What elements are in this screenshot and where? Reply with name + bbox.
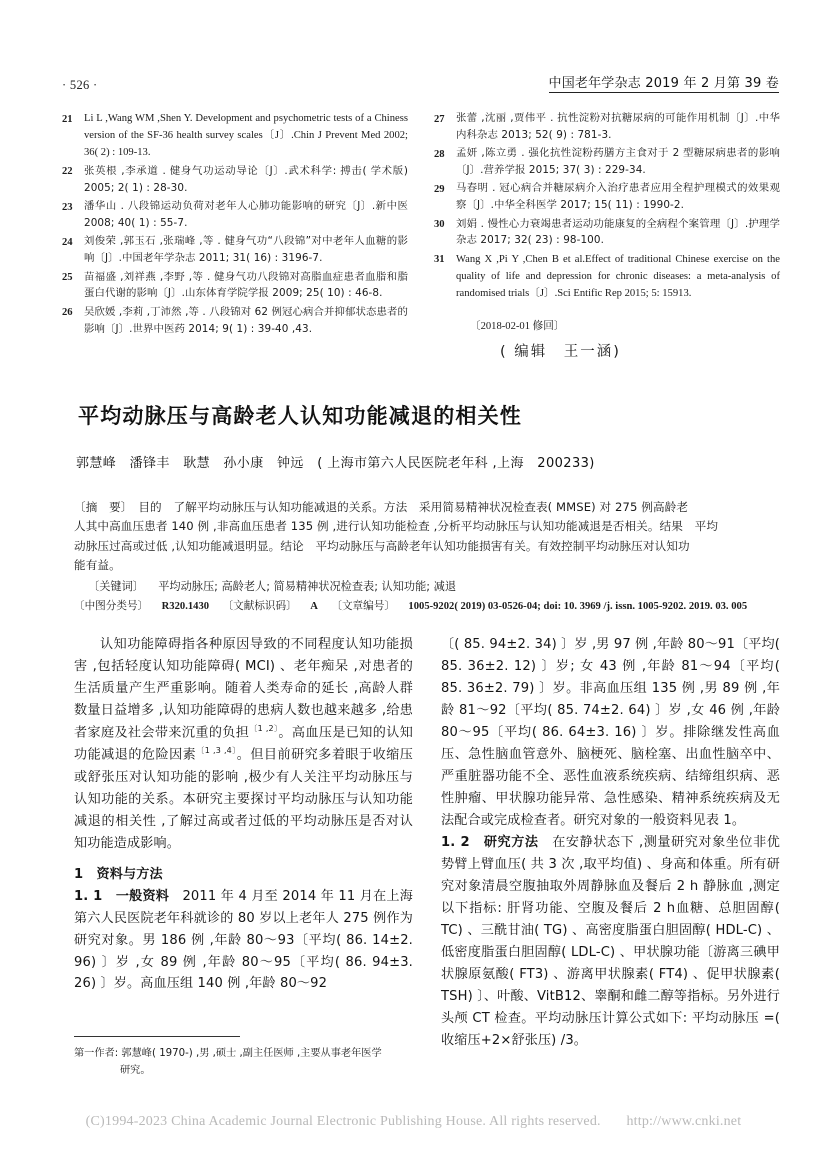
reference-item (434, 216, 780, 250)
reference-item (434, 145, 780, 179)
abstract-line: 能有益。 (74, 557, 121, 572)
reference-number: 21 (62, 113, 73, 125)
reference-item (434, 180, 780, 214)
body-column-left (74, 634, 413, 1052)
abstract-line: 动脉压过高或过低 ,认知功能减退明显。结论 平均动脉压与高龄老年认知功能损害有关。有效控制平均动脉压对认知功 (74, 538, 690, 553)
general-data-continued: 〔( 85. 94±2. 34) 〕岁 ,男 97 例 ,年龄 80～91〔平均( 85. 36±2. 12) 〕岁; 女 43 例 ,年龄 81～94〔平均( 85. 36±2. 79) 〕岁。非高血压组 135 例 ,男 89 例 ,年龄 81～92〔平均( 85. 74±2. 64) 〕岁 ,女 46 例 ,年龄 80～95〔平均( 86. 64±3. 16) 〕岁。排除继发性高血压、急性脑血管意外、脑梗死、脑栓塞、出血性脑卒中、严重脏器功能不全、恶性血液系统疾病、结缔组织病、恶性肿瘤、甲状腺功能异常、急性感染、精神系统疾病及无法配合或完成检查者。研究对象的一般资料见表 1。 (441, 637, 780, 828)
citation-ref-1: 〔1 ,2〕 (249, 723, 279, 733)
intro-text-b: 。高血压是已知的认知功能减退的危险因素 (74, 725, 413, 763)
abstract-block (74, 498, 780, 575)
reference-item (62, 269, 408, 303)
reference-item (62, 163, 408, 197)
copyright-text: (C)1994-2023 China Academic Journal Electronic Publishing House. All rights reserved. (85, 1114, 601, 1129)
body-columns (74, 634, 780, 1052)
page-number: · 526 · (62, 78, 98, 92)
reference-item (434, 110, 780, 144)
clc-value: R320.1430 (161, 601, 210, 612)
intro-text-a: 认知功能障碍指各种原因导致的不同程度认知功能损害 ,包括轻度认知功能障碍( MCI) 、老年痴呆 ,对患者的生活质量产生严重影响。随着人类寿命的延长 ,高龄人群数量日益增多 ,认知功能障碍的患病人数也越来越多 ,给患者家庭及社会带来沉重的负担 (74, 637, 413, 741)
reference-list (62, 110, 780, 339)
revision-date: 〔2018-02-01 修回〕 (470, 321, 565, 332)
keywords-value: 平均动脉压; 高龄老人; 简易精神状况检查表; 认知功能; 减退 (158, 580, 457, 593)
footnote-rule (74, 1036, 240, 1037)
clc-label: 〔中图分类号〕 (74, 600, 149, 612)
reference-number: 26 (62, 307, 73, 319)
classification-row (74, 598, 780, 616)
editor-credit: ( 编辑 王一涵) (500, 344, 621, 360)
cnki-url: http://www.cnki.net (626, 1114, 742, 1129)
running-head (62, 72, 779, 93)
subsection-1-1-label: 1. 1 一般资料 (74, 888, 183, 904)
reference-number: 27 (434, 113, 445, 125)
reference-text: 张英根 ,李承道 . 健身气功运动导论〔J〕.武术科学: 搏击( 学术版) 2005; 2( 1) : 28-30. (84, 164, 408, 194)
reference-number: 28 (434, 148, 445, 160)
subsection-1-1 (74, 886, 413, 996)
section-heading-1: 1 资料与方法 (74, 866, 163, 882)
reference-item (62, 110, 408, 161)
reference-text: 苗福盛 ,刘祥燕 ,李野 ,等 . 健身气功八段锦对高脂血症患者血脂和脂蛋白代谢的影响〔J〕.山东体育学院学报 2009; 25( 10) : 46-8. (84, 270, 408, 300)
article-id-value: 1005-9202( 2019) 03-0526-04; doi: 10. 3969 /j. issn. 1005-9202. 2019. 03. 005 (408, 601, 748, 612)
reference-text: 刘娟 . 慢性心力衰竭患者运动功能康复的全病程个案管理〔J〕.护理学杂志 2017; 32( 23) : 98-100. (456, 217, 780, 247)
journal-title-header: 中国老年学杂志 2019 年 2 月第 39 卷 (549, 72, 780, 93)
subsection-1-2 (441, 832, 780, 1052)
reference-number: 31 (434, 254, 445, 266)
subsection-1-2-text: 在安静状态下 ,测量研究对象坐位非优势臂上臂血压( 共 3 次 ,取平均值) 、身高和体重。所有研究对象清晨空腹抽取外周静脉血及餐后 2 h 静脉血 ,测定以下指标: 肝肾功能、空腹及餐后 2 h血糖、总胆固醇( TC) 、三酰甘油( TG) 、高密度脂蛋白胆固醇( HDL-C) 、低密度脂蛋白胆固醇( LDL-C) 、甲状腺功能〔游离三碘甲状腺原氨酸( FT3) 、游离甲状腺素( FT4) 、促甲状腺素( TSH) 〕、叶酸、VitB12、睾酮和雌二醇等指标。另外进行头颅 CT 检查。平均动脉压计算公式如下: 平均动脉压 =( 收缩压+2×舒张压) /3。 (441, 834, 780, 1048)
intro-text-c: 。但目前研究多着眼于收缩压或舒张压对认知功能的影响 ,极少有人关注平均动脉压与认知功能的关系。本研究主要探讨平均动脉压与认知功能减退的相关性 ,了解过高或者过低的平均动脉压是否对认知功能造成影响。 (74, 747, 413, 851)
abstract-line: 人其中高血压患者 140 例 ,非高血压患者 135 例 ,进行认知功能检查 ,分析平均动脉压与认知功能减退是否相关。结果 平均 (74, 519, 719, 534)
reference-number: 24 (62, 236, 73, 248)
reference-number: 30 (434, 219, 445, 231)
article-title: 平均动脉压与高龄老人认知功能减退的相关性 (78, 404, 522, 428)
reference-text: 张蕾 ,沈丽 ,贾伟平 . 抗性淀粉对抗糖尿病的可能作用机制〔J〕.中华内科杂志 2013; 52( 9) : 781-3. (456, 112, 780, 141)
reference-number: 22 (62, 166, 73, 178)
reference-column-right (434, 110, 780, 339)
article-authors: 郭慧峰 潘锋丰 耿慧 孙小康 钟远 ( 上海市第六人民医院老年科 ,上海 200233) (76, 456, 595, 471)
document-code-label: 〔文献标识码〕 (222, 600, 297, 612)
subsection-1-1-text: 2011 年 4 月至 2014 年 11 月在上海第六人民医院老年科就诊的 80 岁以上老年人 275 例作为研究对象。男 186 例 ,年龄 80～93〔平均( 86. 14±2. 96) 〕岁 ,女 89 例 ,年龄 80～95〔平均( 86. 94±3. 26) 〕岁。高血压组 140 例 ,年龄 80～92 (74, 888, 413, 992)
footnote-author-info (74, 1046, 414, 1079)
reference-text: 潘华山 . 八段锦运动负荷对老年人心肺功能影响的研究〔J〕.新中医 2008; 40( 1) : 55-7. (84, 200, 408, 229)
citation-ref-2: 〔1 ,3 ,4〕 (196, 746, 237, 756)
body-column-right (441, 634, 780, 1052)
footnote-line-2: 研究。 (120, 1064, 151, 1076)
keywords-row (74, 578, 780, 596)
reference-item (62, 304, 408, 338)
reference-number: 23 (62, 201, 73, 213)
reference-item (434, 251, 780, 302)
keywords-label: 〔关键词〕 (88, 580, 144, 593)
reference-item (62, 233, 408, 267)
reference-text: Wang X ,Pi Y ,Chen B et al.Effect of traditional Chinese exercise on the quality of life and depression for chronic diseases: a meta-analysis of randomised trials〔J〕.Sci Entific Rep 2015; 5: 15913. (456, 253, 780, 300)
subsection-1-2-label: 1. 2 研究方法 (441, 834, 553, 850)
reference-item (62, 198, 408, 232)
abstract-line: 〔摘 要〕 目的 了解平均动脉压与认知功能减退的关系。方法 采用简易精神状况检查表( MMSE) 对 275 例高龄老 (74, 500, 689, 514)
intro-paragraph (74, 634, 413, 855)
reference-number: 29 (434, 183, 445, 195)
footnote-line-1: 第一作者: 郭慧峰( 1970-) ,男 ,硕士 ,副主任医师 ,主要从事老年医学 (74, 1048, 382, 1059)
copyright-footer (0, 1114, 827, 1130)
article-id-label: 〔文章编号〕 (331, 600, 395, 612)
reference-text: 孟妍 ,陈立勇 . 强化抗性淀粉药膳方主食对于 2 型糖尿病患者的影响〔J〕.营养学报 2015; 37( 3) : 229-34. (456, 147, 780, 177)
reference-number: 25 (62, 272, 73, 284)
reference-text: Li L ,Wang WM ,Shen Y. Development and psychometric tests of a Chiness version of the SF-36 health survey scales〔J〕.Chin J Prevent Med 2002; 36( 2) : 109-13. (84, 113, 408, 159)
reference-text: 吴欣媛 ,李莉 ,丁沛然 ,等 . 八段锦对 62 例冠心病合并抑郁状态患者的影响〔J〕.世界中医药 2014; 9( 1) : 39-40 ,43. (84, 305, 408, 335)
reference-column-left (62, 110, 408, 339)
reference-text: 马春明 . 冠心病合并糖尿病介入治疗患者应用全程护理模式的效果观察〔J〕.中华全科医学 2017; 15( 11) : 1990-2. (456, 182, 780, 212)
reference-text: 刘俊荣 ,郭玉石 ,张瑞峰 ,等 . 健身气功“八段锦”对中老年人血糖的影响〔J〕.中国老年学杂志 2011; 31( 16) : 3196-7. (84, 235, 408, 265)
document-code-value: A (310, 601, 318, 612)
